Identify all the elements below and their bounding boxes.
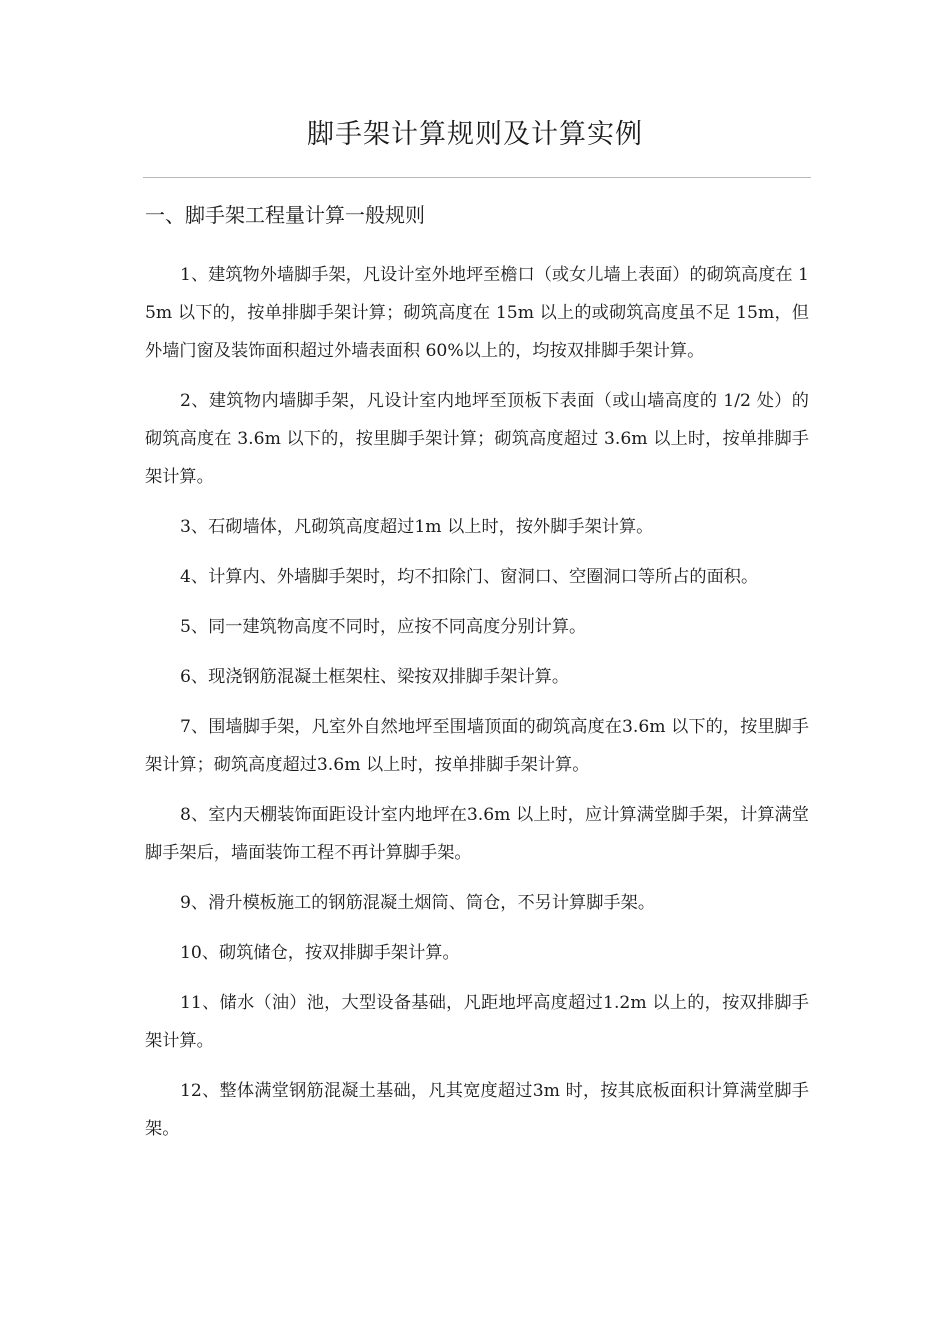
rule-item: 5、同一建筑物高度不同时，应按不同高度分别计算。	[180, 617, 587, 637]
rule-item: 7、围墙脚手架，凡室外自然地坪至围墙顶面的砌筑高度在3.6m 以下的，按里脚手架计算；砌筑高度超过3.6m 以上时，按单排脚手架计算。	[145, 717, 809, 775]
rule-item: 6、现浇钢筋混凝土框架柱、梁按双排脚手架计算。	[180, 667, 570, 687]
section-heading: 一、脚手架工程量计算一般规则	[145, 203, 425, 227]
rule-item: 9、滑升模板施工的钢筋混凝土烟筒、筒仓，不另计算脚手架。	[180, 893, 656, 913]
document-title: 脚手架计算规则及计算实例	[307, 119, 643, 150]
rules-list	[145, 256, 809, 1160]
title-divider	[143, 177, 811, 178]
rule-item: 3、石砌墙体，凡砌筑高度超过1m 以上时，按外脚手架计算。	[180, 517, 654, 537]
rule-item: 10、砌筑储仓，按双排脚手架计算。	[180, 943, 460, 963]
rule-item: 2、建筑物内墙脚手架，凡设计室内地坪至顶板下表面（或山墙高度的 1/2 处）的砌筑高度在 3.6m 以下的，按里脚手架计算；砌筑高度超过 3.6m 以上时，按单排脚手架计算。	[145, 391, 809, 487]
rule-item: 4、计算内、外墙脚手架时，均不扣除门、窗洞口、空圈洞口等所占的面积。	[180, 567, 759, 587]
rule-item: 1、建筑物外墙脚手架，凡设计室外地坪至檐口（或女儿墙上表面）的砌筑高度在 15m 以下的，按单排脚手架计算；砌筑高度在 15m 以上的或砌筑高度虽不足 15m，但外墙门窗及装饰面积超过外墙表面积 60%以上的，均按双排脚手架计算。	[145, 265, 809, 361]
rule-item: 8、室内天棚装饰面距设计室内地坪在3.6m 以上时，应计算满堂脚手架，计算满堂脚手架后，墙面装饰工程不再计算脚手架。	[145, 805, 809, 863]
rule-item: 12、整体满堂钢筋混凝土基础，凡其宽度超过3m 时，按其底板面积计算满堂脚手架。	[145, 1081, 809, 1139]
rule-item: 11、储水（油）池，大型设备基础，凡距地坪高度超过1.2m 以上的，按双排脚手架计算。	[145, 993, 809, 1051]
